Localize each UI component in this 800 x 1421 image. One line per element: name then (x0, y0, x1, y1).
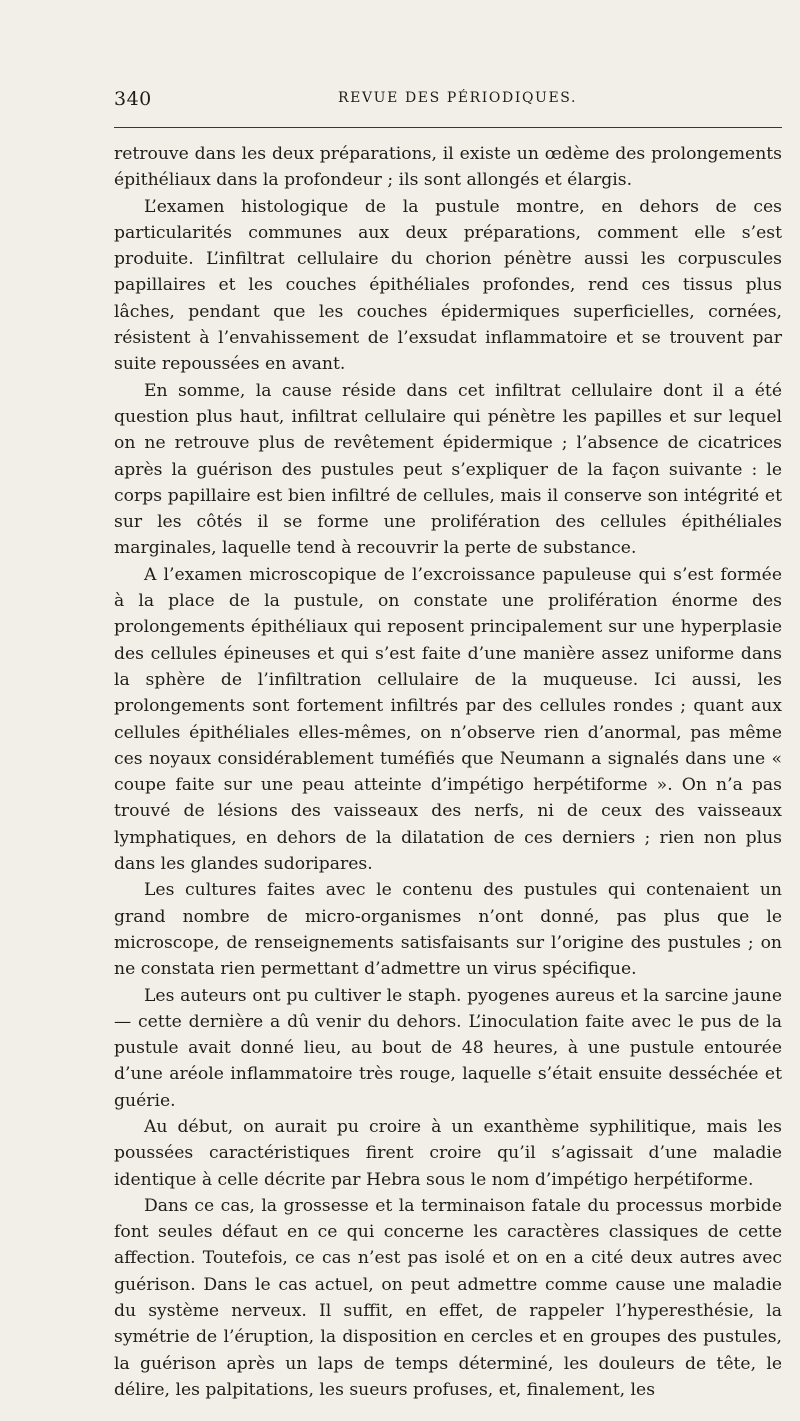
header-rule (114, 127, 782, 128)
paragraph: Au début, on aurait pu croire à un exanthème syphilitique, mais les poussées caractéristiques firent croire qu’il s’agissait d’une maladie identique à celle décrite par Hebra sous le nom d’impétigo herpétiforme. (114, 1116, 782, 1190)
paragraph: En somme, la cause réside dans cet infiltrat cellulaire dont il a été question plus haut, infiltrat cellulaire qui pénètre les papilles et sur lequel on ne retrouve plus de revêtement épidermique ; l’absence de cicatrices après la guérison des pustules peut s’expliquer de la façon suivante : le corps papillaire est bien infiltré de cellules, mais il conserve son intégrité et sur les côtés il se forme une prolifération des cellules épithéliales marginales, laquelle tend à recouvrir la perte de substance. (114, 380, 782, 559)
body-text (114, 141, 782, 1403)
paragraph-continued: retrouve dans les deux préparations, il existe un œdème des prolongements épithéliaux dans la profondeur ; ils sont allongés et élargis. (114, 144, 782, 191)
paragraph: A l’examen microscopique de l’excroissance papuleuse qui s’est formée à la place de la pustule, on constate une prolifération énorme des prolongements épithéliaux qui reposent principalement sur une hyperplasie des cellules épineuses et qui s’est faite d’une manière assez uniforme dans la sphère de l’infiltration cellulaire de la muqueuse. Ici aussi, les prolongements sont fortement infiltrés par des cellules rondes ; quant aux cellules épithéliales elles-mêmes, on n’observe rien d’anormal, pas même ces noyaux considérablement tuméfiés que Neumann a signalés dans une « coupe faite sur une peau atteinte d’impétigo herpétiforme ». On n’a pas trouvé de lésions des vaisseaux des nerfs, ni de ceux des vaisseaux lymphatiques, en dehors de la dilatation de ces derniers ; rien non plus dans les glandes sudoripares. (114, 564, 782, 875)
journal-title: REVUE DES PÉRIODIQUES. (338, 90, 578, 106)
running-head (114, 88, 782, 112)
paragraph: Les cultures faites avec le contenu des pustules qui contenaient un grand nombre de micro-organismes n’ont donné, pas plus que le microscope, de renseignements satisfaisants sur l’origine des pustules ; on ne constata rien permettant d’admettre un virus spécifique. (114, 880, 782, 980)
page-number: 340 (114, 88, 152, 110)
paragraph: L’examen histologique de la pustule montre, en dehors de ces particularités communes aux deux préparations, comment elle s’est produite. L’infiltrat cellulaire du chorion pénètre aussi les corpuscules papillaires et les couches épithéliales profondes, rend ces tissus plus lâches, pendant que les couches épidermiques superficielles, cornées, résistent à l’envahissement de l’exsudat inflammatoire et se trouvent par suite repoussées en avant. (114, 196, 782, 375)
paragraph: Dans ce cas, la grossesse et la terminaison fatale du processus morbide font seules défaut en ce qui concerne les caractères classiques de cette affection. Toutefois, ce cas n’est pas isolé et on en a cité deux autres avec guérison. Dans le cas actuel, on peut admettre comme cause une maladie du système nerveux. Il suffit, en effet, de rappeler l’hyperesthésie, la symétrie de l’éruption, la disposition en cercles et en groupes des pustules, la guérison après un laps de temps déterminé, les douleurs de tête, le délire, les palpitations, les sueurs profuses, et, finalement, les (114, 1195, 782, 1400)
paragraph: Les auteurs ont pu cultiver le staph. pyogenes aureus et la sarcine jaune — cette dernière a dû venir du dehors. L’inoculation faite avec le pus de la pustule avait donné lieu, au bout de 48 heures, à une pustule entourée d’une aréole inflammatoire très rouge, laquelle s’était ensuite desséchée et guérie. (114, 985, 782, 1111)
